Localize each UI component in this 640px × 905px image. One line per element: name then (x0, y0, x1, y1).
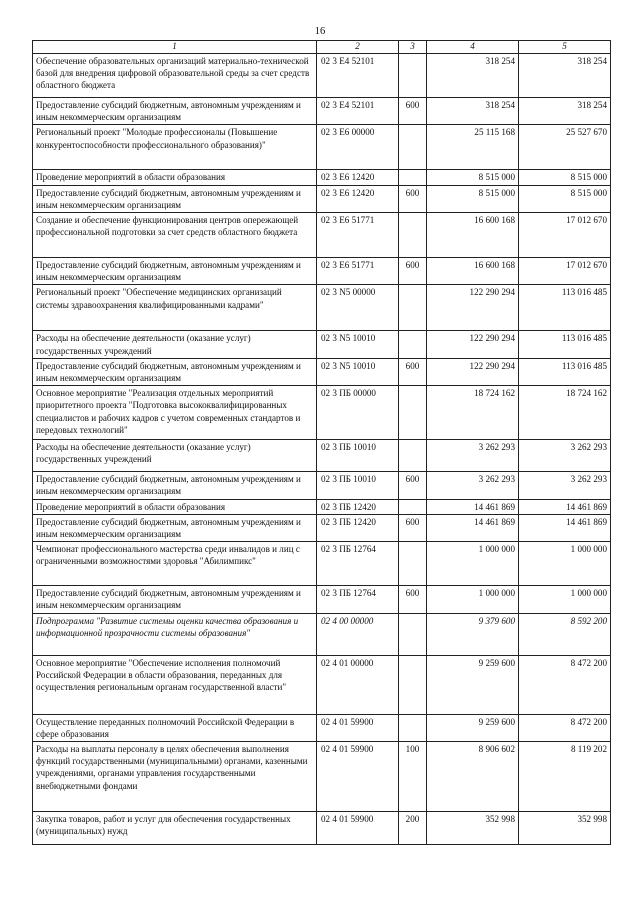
expense-type: 600 (399, 472, 427, 499)
budget-code: 02 3 ПБ 12764 (317, 586, 399, 613)
table-row (33, 742, 611, 812)
item-name: Региональный проект "Обеспечение медицинских организаций системы здравоохранения квалифицированными кадрами" (33, 285, 317, 331)
item-name: Проведение мероприятий в области образования (33, 499, 317, 514)
amount-year-1: 25 115 168 (427, 125, 519, 170)
expense-type: 600 (399, 586, 427, 613)
amount-year-2: 1 000 000 (519, 542, 611, 586)
column-header: 3 (399, 41, 427, 54)
budget-code: 02 4 01 59900 (317, 812, 399, 845)
budget-code: 02 3 ПБ 12420 (317, 514, 399, 541)
amount-year-2: 8 592 200 (519, 613, 611, 655)
amount-year-1: 16 600 168 (427, 258, 519, 285)
amount-year-1: 14 461 869 (427, 499, 519, 514)
budget-code: 02 3 Е6 12420 (317, 185, 399, 212)
expense-type: 600 (399, 258, 427, 285)
table-row (33, 812, 611, 845)
item-name: Осуществление переданных полномочий Российской Федерации в сфере образования (33, 714, 317, 741)
amount-year-1: 122 290 294 (427, 285, 519, 331)
amount-year-1: 1 000 000 (427, 586, 519, 613)
item-name: Предоставление субсидий бюджетным, автономным учреждениям и иным некоммерческим организациям (33, 586, 317, 613)
expense-type (399, 613, 427, 655)
amount-year-1: 14 461 869 (427, 514, 519, 541)
column-header: 1 (33, 41, 317, 54)
budget-code: 02 3 ПБ 00000 (317, 386, 399, 440)
column-header: 4 (427, 41, 519, 54)
table-row (33, 98, 611, 125)
table-row (33, 655, 611, 714)
amount-year-2: 3 262 293 (519, 440, 611, 472)
table-row (33, 358, 611, 385)
expense-type (399, 386, 427, 440)
budget-code: 02 3 Е4 52101 (317, 98, 399, 125)
amount-year-1: 318 254 (427, 98, 519, 125)
budget-code: 02 3 Е6 51771 (317, 258, 399, 285)
item-name: Расходы на обеспечение деятельности (оказание услуг) государственных учреждений (33, 331, 317, 358)
amount-year-1: 8 515 000 (427, 185, 519, 212)
budget-table (32, 40, 611, 845)
amount-year-2: 8 472 200 (519, 655, 611, 714)
amount-year-2: 18 724 162 (519, 386, 611, 440)
table-row (33, 54, 611, 98)
amount-year-1: 9 379 600 (427, 613, 519, 655)
amount-year-1: 122 290 294 (427, 358, 519, 385)
budget-code: 02 3 ПБ 10010 (317, 440, 399, 472)
expense-type (399, 499, 427, 514)
amount-year-2: 113 016 485 (519, 331, 611, 358)
amount-year-1: 352 998 (427, 812, 519, 845)
table-row (33, 542, 611, 586)
table-row (33, 613, 611, 655)
item-name: Предоставление субсидий бюджетным, автономным учреждениям и иным некоммерческим организациям (33, 98, 317, 125)
budget-code: 02 3 ПБ 12420 (317, 499, 399, 514)
budget-code: 02 4 01 00000 (317, 655, 399, 714)
amount-year-2: 352 998 (519, 812, 611, 845)
amount-year-1: 18 724 162 (427, 386, 519, 440)
amount-year-2: 17 012 670 (519, 213, 611, 258)
amount-year-1: 318 254 (427, 54, 519, 98)
amount-year-1: 8 906 602 (427, 742, 519, 812)
amount-year-1: 1 000 000 (427, 542, 519, 586)
amount-year-1: 3 262 293 (427, 472, 519, 499)
amount-year-2: 113 016 485 (519, 285, 611, 331)
expense-type (399, 213, 427, 258)
amount-year-2: 318 254 (519, 98, 611, 125)
amount-year-1: 9 259 600 (427, 714, 519, 741)
item-name: Основное мероприятие "Обеспечение исполнения полномочий Российской Федерации в области образования, переданных для осуществления региональным органам государственной власти" (33, 655, 317, 714)
expense-type (399, 542, 427, 586)
table-row (33, 386, 611, 440)
amount-year-1: 8 515 000 (427, 170, 519, 185)
table-row (33, 170, 611, 185)
budget-code: 02 3 N5 10010 (317, 358, 399, 385)
expense-type (399, 655, 427, 714)
item-name: Предоставление субсидий бюджетным, автономным учреждениям и иным некоммерческим организациям (33, 358, 317, 385)
amount-year-2: 8 119 202 (519, 742, 611, 812)
table-row (33, 331, 611, 358)
expense-type (399, 54, 427, 98)
amount-year-2: 14 461 869 (519, 499, 611, 514)
budget-code: 02 3 Е6 51771 (317, 213, 399, 258)
expense-type: 600 (399, 514, 427, 541)
item-name: Предоставление субсидий бюджетным, автономным учреждениям и иным некоммерческим организациям (33, 258, 317, 285)
item-name: Создание и обеспечение функционирования центров опережающей профессиональной подготовки за счет средств областного бюджета (33, 213, 317, 258)
amount-year-1: 16 600 168 (427, 213, 519, 258)
page-number: 16 (314, 26, 326, 37)
table-row (33, 213, 611, 258)
table-row (33, 125, 611, 170)
table-row (33, 285, 611, 331)
table-row (33, 499, 611, 514)
table-row (33, 440, 611, 472)
budget-code: 02 3 Е4 52101 (317, 54, 399, 98)
budget-code: 02 4 00 00000 (317, 613, 399, 655)
budget-code: 02 3 N5 10010 (317, 331, 399, 358)
amount-year-2: 318 254 (519, 54, 611, 98)
expense-type (399, 440, 427, 472)
budget-code: 02 3 ПБ 12764 (317, 542, 399, 586)
expense-type: 600 (399, 98, 427, 125)
item-name: Расходы на выплаты персоналу в целях обеспечения выполнения функций государственными (муниципальными) органами, казенными учреждениями, органами управления государственными внебюджетными фондами (33, 742, 317, 812)
expense-type: 600 (399, 358, 427, 385)
table-row (33, 185, 611, 212)
expense-type (399, 285, 427, 331)
table-row (33, 514, 611, 541)
amount-year-2: 8 515 000 (519, 170, 611, 185)
column-header: 2 (317, 41, 399, 54)
budget-code: 02 3 N5 00000 (317, 285, 399, 331)
item-name: Региональный проект "Молодые профессионалы (Повышение конкурентоспособности профессионального образования)" (33, 125, 317, 170)
amount-year-1: 122 290 294 (427, 331, 519, 358)
amount-year-1: 9 259 600 (427, 655, 519, 714)
amount-year-1: 3 262 293 (427, 440, 519, 472)
item-name: Предоставление субсидий бюджетным, автономным учреждениям и иным некоммерческим организациям (33, 185, 317, 212)
item-name: Подпрограмма "Развитие системы оценки качества образования и информационной прозрачности системы образования" (33, 613, 317, 655)
table-header-row (33, 41, 611, 54)
amount-year-2: 3 262 293 (519, 472, 611, 499)
table-row (33, 472, 611, 499)
expense-type: 600 (399, 185, 427, 212)
item-name: Обеспечение образовательных организаций материально-технической базой для внедрения цифровой образовательной среды за счет средств областного бюджета (33, 54, 317, 98)
item-name: Предоставление субсидий бюджетным, автономным учреждениям и иным некоммерческим организациям (33, 514, 317, 541)
item-name: Расходы на обеспечение деятельности (оказание услуг) государственных учреждений (33, 440, 317, 472)
budget-code: 02 4 01 59900 (317, 714, 399, 741)
table-row (33, 258, 611, 285)
item-name: Чемпионат профессионального мастерства среди инвалидов и лиц с ограниченными возможностями здоровья "Абилимпикс" (33, 542, 317, 586)
budget-code: 02 3 Е6 12420 (317, 170, 399, 185)
column-header: 5 (519, 41, 611, 54)
table-row (33, 586, 611, 613)
item-name: Предоставление субсидий бюджетным, автономным учреждениям и иным некоммерческим организациям (33, 472, 317, 499)
budget-code: 02 3 Е6 00000 (317, 125, 399, 170)
amount-year-2: 8 472 200 (519, 714, 611, 741)
amount-year-2: 113 016 485 (519, 358, 611, 385)
budget-code: 02 4 01 59900 (317, 742, 399, 812)
item-name: Закупка товаров, работ и услуг для обеспечения государственных (муниципальных) нужд (33, 812, 317, 845)
amount-year-2: 14 461 869 (519, 514, 611, 541)
amount-year-2: 17 012 670 (519, 258, 611, 285)
item-name: Основное мероприятие "Реализация отдельных мероприятий приоритетного проекта "Подготовка высококвалифицированных специалистов и рабочих кадров с учетом современных стандартов и передовых технологий" (33, 386, 317, 440)
expense-type: 100 (399, 742, 427, 812)
amount-year-2: 8 515 000 (519, 185, 611, 212)
expense-type: 200 (399, 812, 427, 845)
item-name: Проведение мероприятий в области образования (33, 170, 317, 185)
expense-type (399, 170, 427, 185)
table-row (33, 714, 611, 741)
budget-code: 02 3 ПБ 10010 (317, 472, 399, 499)
amount-year-2: 25 527 670 (519, 125, 611, 170)
expense-type (399, 331, 427, 358)
expense-type (399, 125, 427, 170)
amount-year-2: 1 000 000 (519, 586, 611, 613)
expense-type (399, 714, 427, 741)
